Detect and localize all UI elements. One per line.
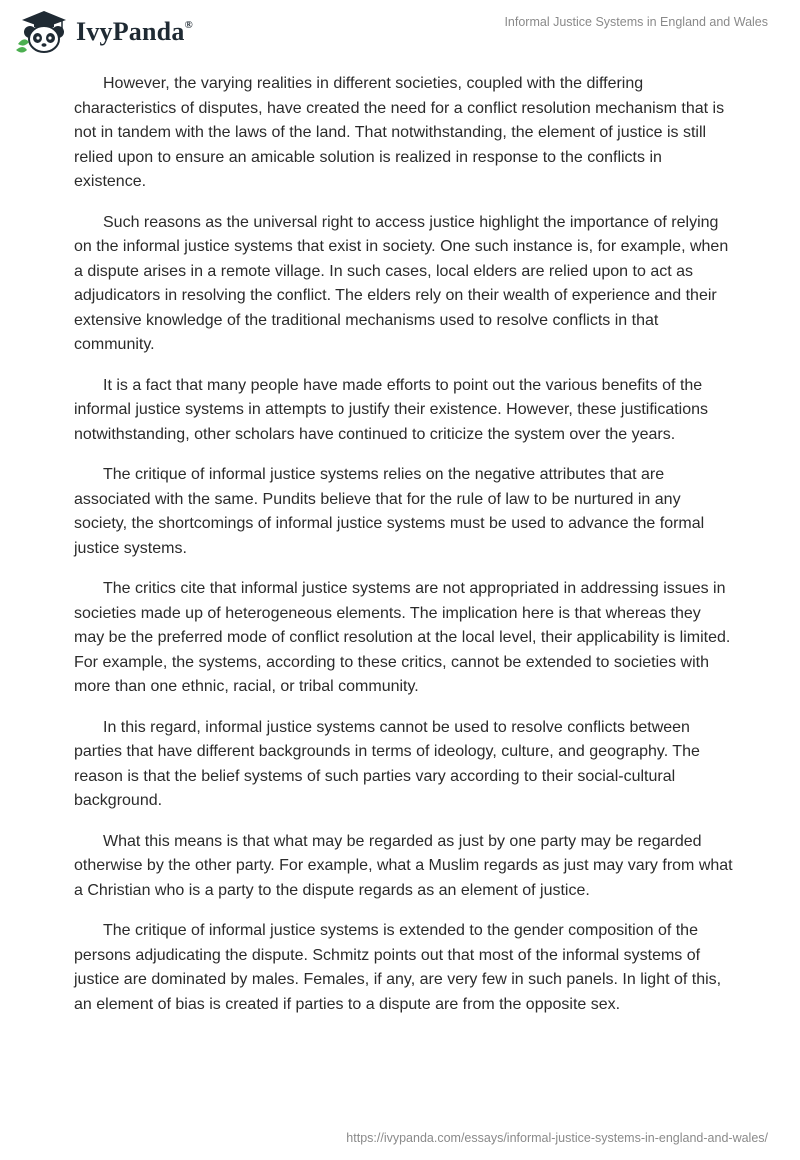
paragraph: However, the varying realities in different societies, coupled with the differing characteristics of disputes, have created the need for a conflict resolution mechanism that is not in tandem with the laws of the land. That notwithstanding, the element of justice is still relied upon to ensure an amicable solution is realized in response to the conflicts in existence. bbox=[74, 75, 725, 190]
paragraph: The critics cite that informal justice systems are not appropriated in addressing issues in societies made up of heterogeneous elements. The implication here is that whereas they may be the preferred mode of conflict resolution at the local level, their applicability is limited. For example, the systems, according to these critics, cannot be extended to societies with more than one ethnic, racial, or tribal community. bbox=[74, 580, 731, 695]
paragraph: What this means is that what may be regarded as just by one party may be regarded otherwise by the other party. For example, what a Muslim regards as just may vary from what a Christian who is a party to the dispute regards as an element of justice. bbox=[74, 832, 733, 899]
paragraph: In this regard, informal justice systems cannot be used to resolve conflicts between parties that have different backgrounds in terms of ideology, culture, and geography. The reason is that the belief systems of such parties vary according to their social-cultural background. bbox=[74, 718, 700, 809]
essay-body bbox=[74, 72, 734, 1033]
ivypanda-logo[interactable] bbox=[14, 8, 193, 56]
paragraph: The critique of informal justice systems is extended to the gender composition of the persons adjudicating the dispute. Schmitz points out that most of the informal systems of justice are dominated by males. Females, if any, are very few in such panels. In light of this, an element of bias is created if parties to a dispute are from the opposite sex. bbox=[74, 922, 722, 1013]
paragraph: The critique of informal justice systems relies on the negative attributes that are associated with the same. Pundits believe that for the rule of law to be nurtured in any society, the shortcomings of informal justice systems must be used to advance the formal justice systems. bbox=[74, 466, 705, 557]
brand-name: IvyPanda® bbox=[76, 17, 193, 46]
paragraph: Such reasons as the universal right to access justice highlight the importance of relying on the informal justice systems that exist in society. One such instance is, for example, when a dispute arises in a remote village. In such cases, local elders are relied upon to act as adjudicators in resolving the conflict. The elders rely on their wealth of experience and their extensive knowledge of the traditional mechanisms used to resolve conflicts in that community. bbox=[74, 213, 729, 353]
source-url[interactable]: https://ivypanda.com/essays/informal-justice-systems-in-england-and-wales/ bbox=[346, 1131, 768, 1145]
paragraph: It is a fact that many people have made efforts to point out the various benefits of the informal justice systems in attempts to justify their existence. However, these justifications notwithstanding, other scholars have continued to criticize the system over the years. bbox=[74, 376, 709, 443]
registered-mark: ® bbox=[184, 19, 193, 31]
panda-graduate-icon bbox=[14, 8, 74, 56]
document-title: Informal Justice Systems in England and Wales bbox=[504, 15, 768, 29]
page-header bbox=[0, 0, 800, 60]
